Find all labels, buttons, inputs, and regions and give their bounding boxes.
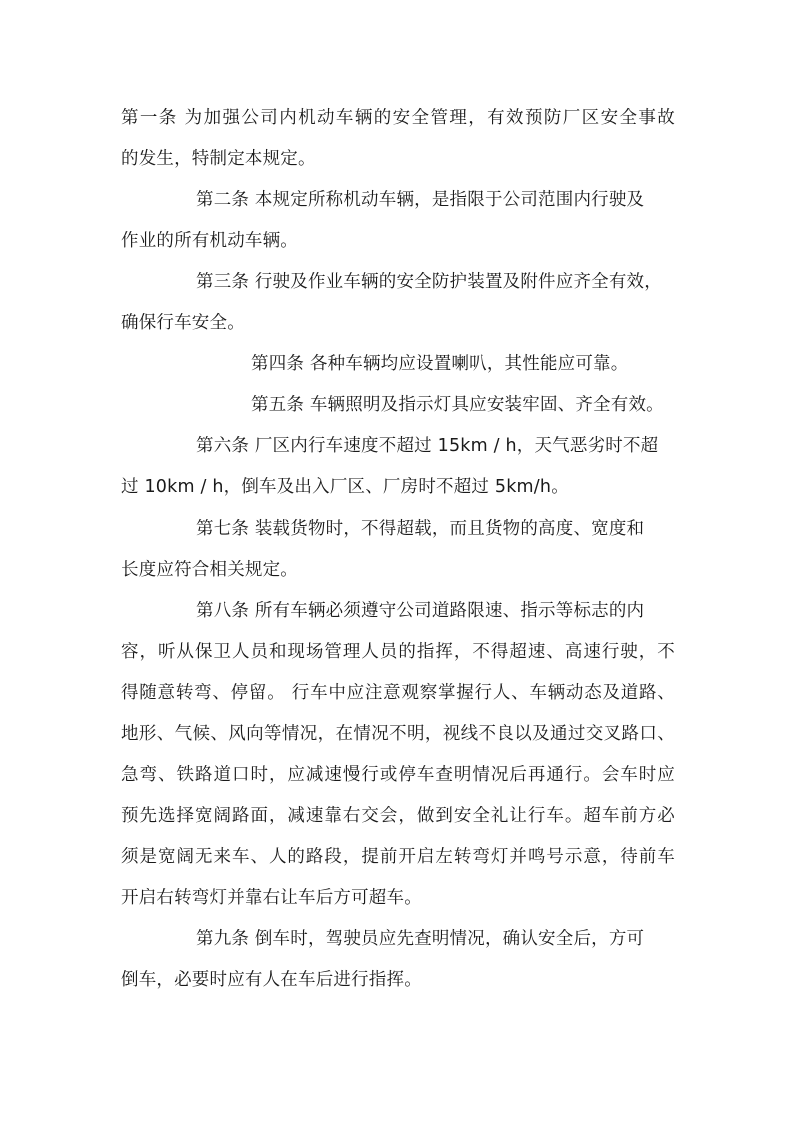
article-1-line-2: 的发生，特制定本规定。 (121, 149, 316, 169)
article-3-line-1: 第三条 行驶及作业车辆的安全防护装置及附件应齐全有效， (196, 272, 662, 292)
article-6-line-1: 第六条 厂区内行车速度不超过 15km / h，天气恶劣时不超 (196, 436, 659, 456)
article-7-line-2: 长度应符合相关规定。 (121, 560, 298, 580)
article-2-line-1: 第二条 本规定所称机动车辆，是指限于公司范围内行驶及 (196, 190, 645, 210)
article-3-line-2: 确保行车安全。 (121, 313, 245, 333)
article-2-line-2: 作业的所有机动车辆。 (121, 231, 298, 251)
article-5-line-1: 第五条 车辆照明及指示灯具应安装牢固、齐全有效。 (251, 395, 664, 415)
article-4-line-1: 第四条 各种车辆均应设置喇叭，其性能应可靠。 (251, 354, 629, 374)
article-8-line-8: 开启右转弯灯并靠右让车后方可超车。 (121, 888, 422, 908)
article-8-line-7: 须是宽阔无来车、人的路段，提前开启左转弯灯并鸣号示意，待前车 (121, 847, 675, 867)
article-8-line-6: 预先选择宽阔路面，减速靠右交会，做到安全礼让行车。超车前方必 (121, 806, 675, 826)
article-1-line-1: 第一条 为加强公司内机动车辆的安全管理，有效预防厂区安全事故 (121, 108, 675, 128)
article-8-line-3: 得随意转弯、停留。 行车中应注意观察掌握行人、车辆动态及道路、 (121, 683, 675, 703)
article-8-line-4: 地形、气候、风向等情况，在情况不明，视线不良以及通过交叉路口、 (121, 724, 675, 744)
article-8-line-1: 第八条 所有车辆必须遵守公司道路限速、指示等标志的内 (196, 601, 645, 621)
article-8-line-2: 容，听从保卫人员和现场管理人员的指挥，不得超速、高速行驶，不 (121, 642, 675, 662)
article-8-line-5: 急弯、铁路道口时，应减速慢行或停车查明情况后再通行。会车时应 (121, 765, 675, 785)
article-9-line-2: 倒车，必要时应有人在车后进行指挥。 (121, 970, 422, 990)
article-7-line-1: 第七条 装载货物时，不得超载，而且货物的高度、宽度和 (196, 519, 645, 539)
article-9-line-1: 第九条 倒车时，驾驶员应先查明情况，确认安全后，方可 (196, 929, 645, 949)
article-6-line-2: 过 10km / h，倒车及出入厂区、厂房时不超过 5km/h。 (121, 477, 569, 497)
